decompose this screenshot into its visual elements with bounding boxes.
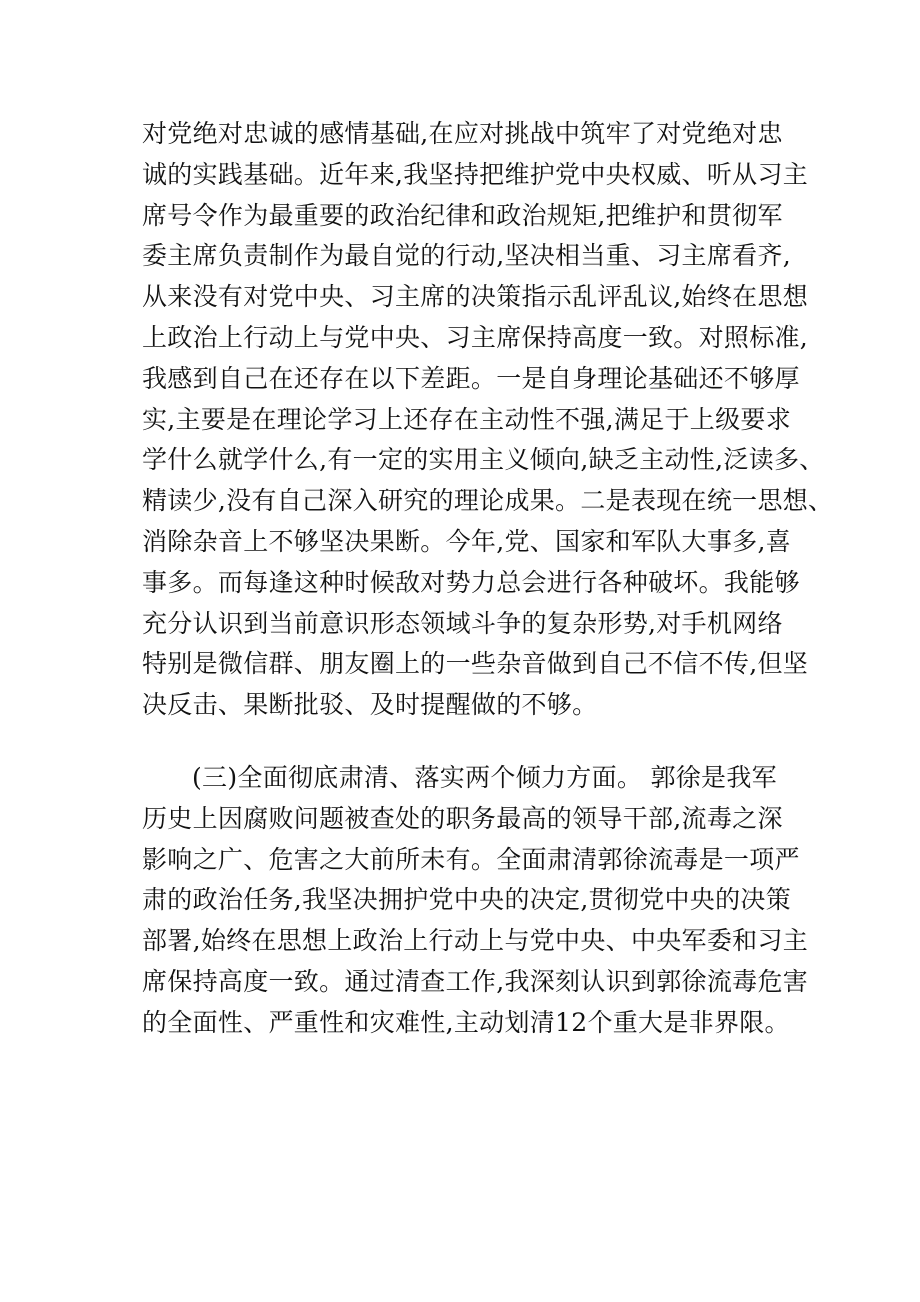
paragraph-1-line: 对党绝对忠诚的感情基础,在应对挑战中筑牢了对党绝对忠 <box>142 119 783 148</box>
paragraph-1-line: 席号令作为最重要的政治纪律和政治规矩,把维护和贯彻军 <box>142 200 783 230</box>
paragraph-1-line: 事多。而每逢这种时候敌对势力总会进行各种破坏。我能够 <box>142 567 800 597</box>
section-heading-line: (三)全面彻底肃清、落实两个倾力方面。 郭徐是我军 <box>192 763 777 792</box>
paragraph-1 <box>142 114 834 726</box>
paragraph-2-line: 历史上因腐败问题被查处的职务最高的领导干部,流毒之深 <box>142 803 783 833</box>
paragraph-1-line: 上政治上行动上与党中央、习主席保持高度一致。对照标准, <box>142 322 809 352</box>
paragraph-1-line: 诚的实践基础。近年来,我坚持把维护党中央权威、听从习主 <box>142 159 809 189</box>
paragraph-1-line: 实,主要是在理论学习上还存在主动性不强,满足于上级要求 <box>142 404 791 434</box>
paragraph-1-line: 精读少,没有自己深入研究的理论成果。二是表现在统一思想、 <box>142 486 834 516</box>
paragraph-2 <box>142 758 809 1044</box>
paragraph-1-line: 我感到自己在还存在以下差距。一是自身理论基础还不够厚 <box>142 363 800 393</box>
paragraph-2-line: 肃的政治任务,我坚决拥护党中央的决定,贯彻党中央的决策 <box>142 885 791 915</box>
paragraph-1-line: 学什么就学什么,有一定的实用主义倾向,缺乏主动性,泛读多、 <box>142 445 825 475</box>
paragraph-1-line: 充分认识到当前意识形态领域斗争的复杂形势,对手机网络 <box>142 608 783 638</box>
paragraph-2-line: 的全面性、严重性和灾难性,主动划清12个重大是非界限。 <box>142 1007 790 1037</box>
paragraph-2-line: 席保持高度一致。通过清查工作,我深刻认识到郭徐流毒危害 <box>142 966 809 996</box>
paragraph-1-line: 从来没有对党中央、习主席的决策指示乱评乱议,始终在思想 <box>142 282 809 312</box>
paragraph-1-line: 消除杂音上不够坚决果断。今年,党、国家和军队大事多,喜 <box>142 526 791 556</box>
paragraph-1-line: 委主席负责制作为最自觉的行动,坚决相当重、习主席看齐, <box>142 241 791 271</box>
paragraph-2-line: 影响之广、危害之大前所未有。全面肃清郭徐流毒是一项严 <box>142 844 800 874</box>
paragraph-1-line: 决反击、果断批驳、及时提醒做的不够。 <box>142 690 598 720</box>
paragraph-1-line: 特别是微信群、朋友圈上的一些杂音做到自己不信不传,但坚 <box>142 649 809 679</box>
paragraph-2-line: 部署,始终在思想上政治上行动上与党中央、中央军委和习主 <box>142 926 809 956</box>
